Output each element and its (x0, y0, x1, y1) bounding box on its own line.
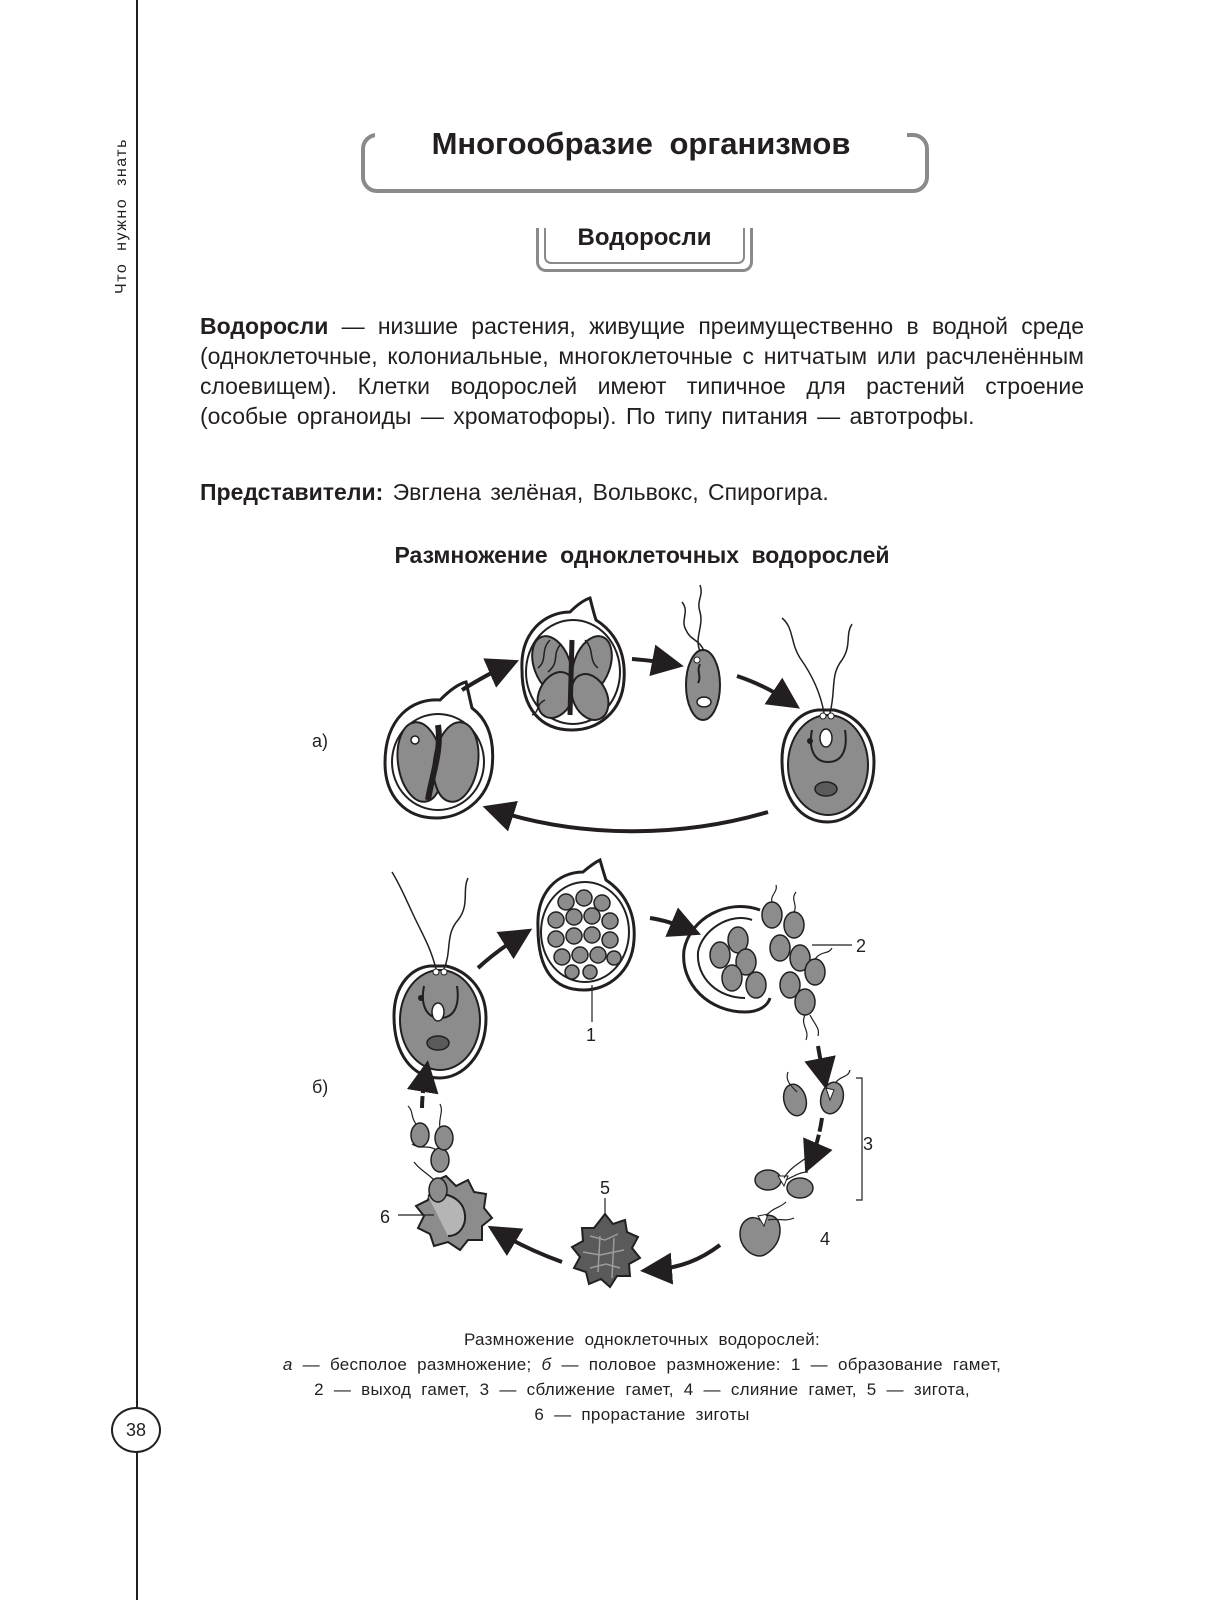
gametes-fusing (740, 1202, 794, 1256)
arrow-a4 (494, 810, 768, 831)
arrow-b7 (422, 1072, 426, 1108)
page-number: 38 (111, 1407, 161, 1453)
arrow-b1 (478, 935, 522, 968)
label-a: а) (312, 731, 329, 751)
arrow-b5 (652, 1245, 720, 1270)
arrow-b6 (498, 1232, 562, 1262)
section-side-label-text: Что нужно знать (113, 138, 130, 294)
caption-line-4: 6 — прорастание зиготы (534, 1405, 750, 1424)
mature-cell-a (782, 618, 874, 822)
number-5: 5 (600, 1178, 611, 1198)
zygote (572, 1198, 640, 1287)
section-subtitle: Водоросли (577, 224, 712, 251)
representatives-text: Эвглена зелёная, Вольвокс, Спирогира. (383, 479, 829, 505)
number-3: 3 (863, 1134, 874, 1154)
caption-line-3: 2 — выход гамет, 3 — сближение гамет, 4 — слияние гамет, 5 — зигота, (314, 1380, 970, 1399)
arrow-a3 (737, 676, 790, 702)
dividing-cell-two (385, 682, 493, 818)
arrow-a1 (462, 665, 508, 690)
caption-b-text: — половое размножение: 1 — образование гамет, (551, 1355, 1002, 1374)
arrow-b2 (650, 918, 690, 930)
figure-caption (200, 1327, 1084, 1427)
label-b: б) (312, 1077, 329, 1097)
mature-cell-b (392, 872, 486, 1078)
page-title: Многообразие организмов (375, 124, 907, 164)
dividing-cell-four (522, 598, 624, 730)
arrow-a2 (632, 659, 672, 664)
definition-text: — низшие растения, живущие преимущественно в водной среде (одноклеточные, колониальные, многоклеточные с нитчатым или расчленённым слоевищем). Клетки водорослей имеют типичное для растений строение (особые органоиды — хроматофоры). По типу питания — автотрофы. (200, 313, 1084, 429)
gamete-forming-cell (538, 860, 634, 1022)
gamete-release (684, 885, 852, 1040)
sexual-cycle (392, 860, 862, 1287)
figure-title: Размножение одноклеточных водорослей (394, 542, 890, 568)
number-4: 4 (820, 1229, 831, 1249)
asexual-cycle (385, 585, 874, 831)
germinating-zygote (398, 1104, 492, 1250)
arrow-b3 (818, 1046, 824, 1078)
caption-letter-a: а (282, 1355, 293, 1374)
number-1: 1 (586, 1025, 597, 1045)
caption-line-1: Размножение одноклеточных водорослей: (463, 1330, 821, 1349)
arrow-b4 (810, 1118, 822, 1162)
definition-term: Водоросли (200, 313, 329, 339)
number-6: 6 (380, 1207, 391, 1227)
representatives-label: Представители: (200, 479, 384, 505)
number-2: 2 (856, 936, 867, 956)
zoospore (682, 585, 720, 720)
caption-letter-b: б (541, 1355, 552, 1374)
gametes-approaching (755, 1070, 862, 1200)
caption-a-text: — бесполое размножение; (292, 1355, 542, 1374)
caption-line-2 (200, 1352, 1084, 1377)
bracket-3 (856, 1078, 862, 1200)
